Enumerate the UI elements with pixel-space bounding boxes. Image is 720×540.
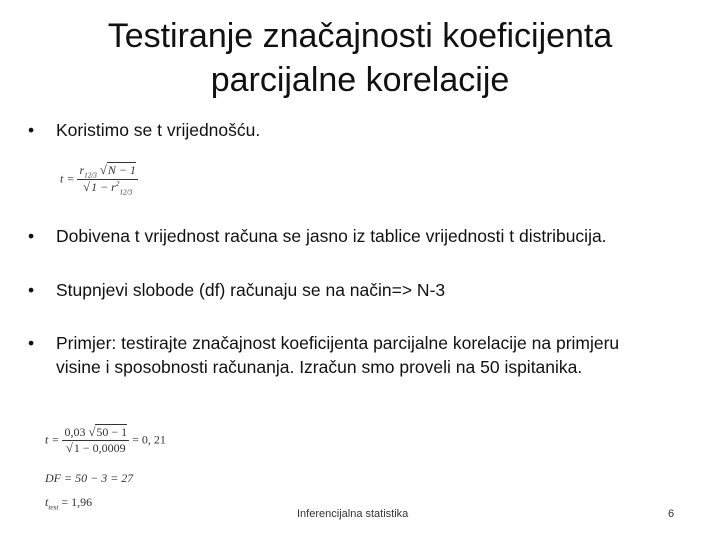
bullet-item [28, 331, 666, 379]
bullet-text: Primjer: testirajte značajnost koeficijenta parcijalne korelacije na primjeru visine i sposobnosti računanja. Izračun smo proveli na 50 ispitanika. [56, 333, 620, 377]
bullet-dot: • [28, 120, 35, 140]
sqrt-icon: √ [99, 163, 107, 177]
bullet-text: Koristimo se t vrijednošću. [56, 120, 261, 140]
bullet-item [28, 118, 696, 142]
sqrt-icon: √ [65, 441, 73, 455]
df-formula: DF = 50 − 3 = 27 [45, 471, 134, 485]
example-fraction [62, 425, 129, 456]
footer-text: Inferencijalna statistika [297, 508, 409, 520]
t-formula-lhs: t = [60, 171, 75, 186]
example-denominator [62, 441, 129, 456]
t-formula [60, 163, 138, 197]
sqrt-icon: √ [83, 180, 91, 195]
example-result: = 0, 21 [132, 432, 166, 447]
den-sqrt-argument [90, 179, 133, 197]
r-symbol: r [79, 163, 85, 177]
bullet-dot: • [28, 333, 35, 353]
example-coefficient: 0,03 [64, 425, 86, 439]
r-subscript: 12/3 [84, 171, 97, 180]
example-t-formula [45, 425, 166, 456]
bullet-dot: • [28, 226, 35, 246]
title-line-1: Testiranje značajnosti koeficijenta [107, 17, 613, 55]
bullet-item [28, 224, 696, 248]
bullet-text: Stupnjevi slobode (df) računaju se na način=> N-3 [56, 280, 446, 300]
bullet-dot: • [28, 280, 35, 300]
example-sqrt-argument: 50 − 1 [96, 425, 128, 439]
example-numerator [62, 425, 129, 441]
den-prefix: 1 − r [91, 180, 116, 195]
t-test-subscript: test [48, 503, 59, 512]
page-number: 6 [668, 508, 675, 520]
t-test-number: = 1,96 [61, 495, 93, 509]
bullet-item [28, 278, 696, 302]
t-test-value [45, 495, 92, 511]
bullet-text: Dobivena t vrijednost računa se jasno iz tablice vrijednosti t distribucija. [56, 226, 607, 246]
example-lhs: t = [45, 432, 60, 447]
title-line-2: parcijalne korelacije [210, 61, 510, 99]
sqrt-icon: √ [88, 425, 96, 439]
slide-title [40, 14, 680, 102]
den-superscript: 2 [115, 180, 120, 189]
t-test-label: t [45, 495, 49, 509]
t-formula-denominator [77, 180, 137, 196]
sqrt-argument: N − 1 [107, 163, 136, 177]
example-den-sqrt-argument: 1 − 0,0009 [73, 441, 126, 455]
den-subscript: 12/3 [119, 188, 133, 197]
t-formula-numerator [77, 163, 137, 180]
t-formula-fraction [77, 163, 137, 197]
